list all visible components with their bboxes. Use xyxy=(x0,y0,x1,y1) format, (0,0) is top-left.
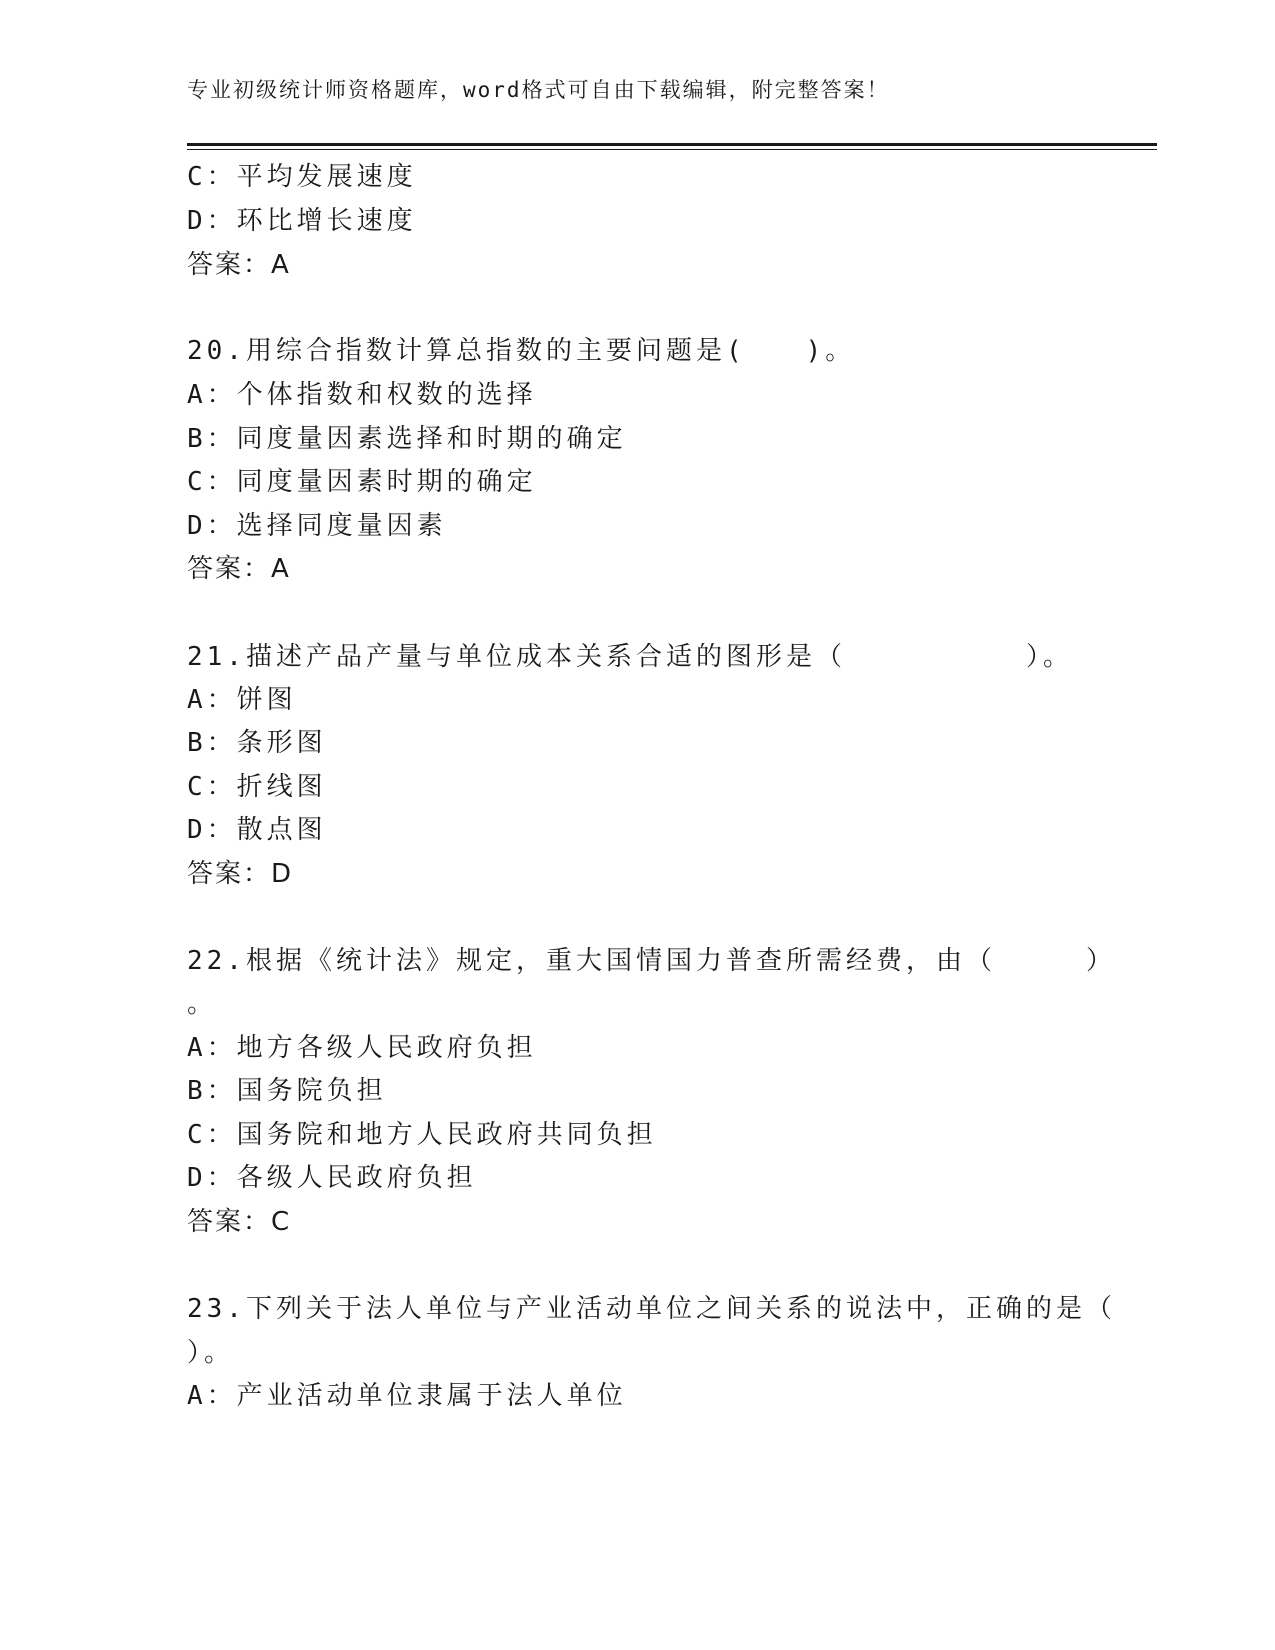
answer: 答案：A xyxy=(187,554,291,584)
question-20: 20.用综合指数计算总指数的主要问题是( )。 xyxy=(187,336,856,366)
question-21: 21.描述产品产量与单位成本关系合适的图形是（ ）。 xyxy=(187,642,1073,672)
option-d: D：散点图 xyxy=(187,815,327,845)
option-a: A：饼图 xyxy=(187,685,297,715)
header-rule-thin xyxy=(187,149,1157,150)
question-22-continuation: 。 xyxy=(187,989,218,1019)
option-b: B：国务院负担 xyxy=(187,1076,387,1106)
header-rule-thick xyxy=(187,143,1157,146)
option-d: D：各级人民政府负担 xyxy=(187,1163,477,1193)
page-header: 专业初级统计师资格题库，word格式可自由下载编辑，附完整答案！ xyxy=(187,78,890,102)
option-d: D：环比增长速度 xyxy=(187,206,417,236)
option-c: C：折线图 xyxy=(187,772,327,802)
option-a: A：产业活动单位隶属于法人单位 xyxy=(187,1381,627,1411)
answer: 答案：A xyxy=(187,250,291,280)
option-c: C：平均发展速度 xyxy=(187,162,417,192)
question-23: 23.下列关于法人单位与产业活动单位之间关系的说法中，正确的是（ xyxy=(187,1294,1116,1324)
option-d: D：选择同度量因素 xyxy=(187,511,447,541)
answer: 答案：D xyxy=(187,859,294,889)
answer: 答案：C xyxy=(187,1207,292,1237)
option-a: A：个体指数和权数的选择 xyxy=(187,380,537,410)
question-23-continuation: ）。 xyxy=(187,1338,235,1368)
option-c: C：国务院和地方人民政府共同负担 xyxy=(187,1120,657,1150)
option-a: A：地方各级人民政府负担 xyxy=(187,1033,537,1063)
option-c: C：同度量因素时期的确定 xyxy=(187,467,537,497)
option-b: B：条形图 xyxy=(187,728,327,758)
question-22: 22.根据《统计法》规定，重大国情国力普查所需经费，由（ ） xyxy=(187,946,1116,976)
option-b: B：同度量因素选择和时期的确定 xyxy=(187,424,627,454)
